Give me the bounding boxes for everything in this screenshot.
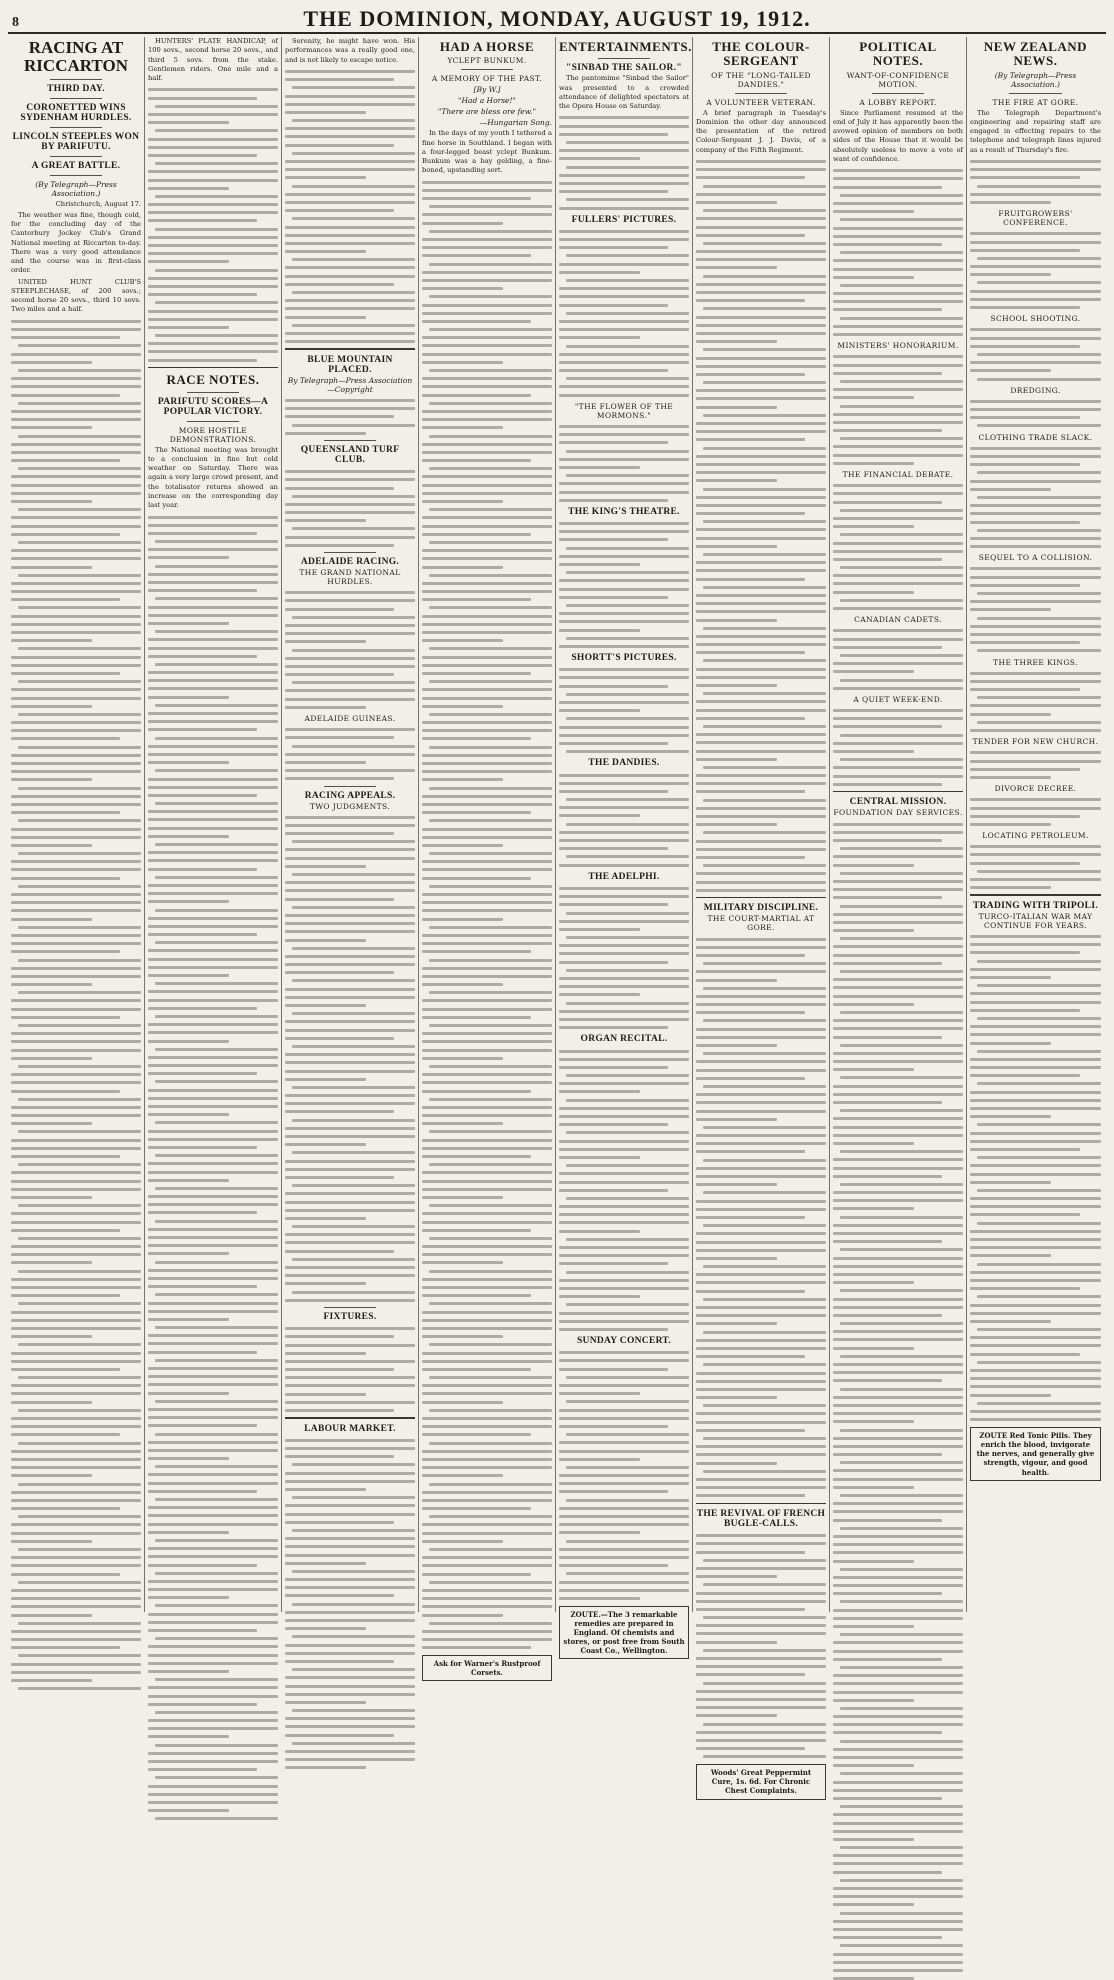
had-a-horse-headline: HAD A HORSE (439, 39, 535, 54)
school-shooting-headline: SCHOOL SHOOTING. (990, 314, 1081, 324)
masthead (8, 6, 1106, 34)
ministers-honorarium-headline: MINISTERS' HONORARIUM. (837, 341, 959, 351)
adelaide-racing-headline: ADELAIDE RACING. (300, 557, 400, 567)
grand-national-hurdles-headline: THE GRAND NATIONAL HURDLES. (299, 568, 401, 586)
race-notes-headline: RACE NOTES. (166, 372, 260, 388)
fire-at-gore-headline: THE FIRE AT GORE. (992, 97, 1079, 107)
had-a-horse-byline: [By W.] (473, 85, 501, 95)
column-4-body-text (422, 181, 552, 1650)
column-2-body-text (148, 516, 278, 1821)
racing-lead-paragraph: The weather was fine, though cold, for the concluding day of the Canterbury Jockey Club's Grand National meeting at Riccarton to-day. There was a very good attendance and the course was in first-class order. (11, 210, 141, 275)
columns (8, 37, 1106, 1796)
military-discipline-headline: MILITARY DISCIPLINE. (703, 903, 819, 914)
flower-mormons-headline: "THE FLOWER OF THE MORMONS." (574, 401, 674, 420)
fixtures-headline: FIXTURES. (323, 1311, 377, 1322)
page-number: 8 (12, 15, 19, 30)
divorce-decree-headline: DIVORCE DECREE. (994, 784, 1077, 794)
financial-debate-headline: THE FINANCIAL DEBATE. (842, 470, 954, 480)
three-kings-headline: THE THREE KINGS. (993, 657, 1078, 667)
adelphi-headline: THE ADELPHI. (588, 871, 660, 882)
kings-theatre-headline: THE KING'S THEATRE. (568, 506, 680, 517)
colour-sergeant-paragraph: A brief paragraph in Tuesday's Dominion the other day announced the presentation of the retired Colour-Sergeant J. J. Davis, of a company of the Fifth Regiment. (696, 108, 826, 154)
dredging-headline: DREDGING. (1010, 385, 1061, 395)
column-5 (556, 37, 693, 1656)
lobby-report-headline: A LOBBY REPORT. (859, 97, 937, 107)
labour-market-headline: LABOUR MARKET. (304, 1423, 396, 1434)
column-1 (8, 37, 145, 1612)
sinbad-paragraph: The pantomime "Sinbad the Sailor" was presented to a crowded attendance of delighted spectators at the Opera House on Saturday. (559, 74, 689, 111)
column-6 (693, 37, 830, 1796)
colour-sergeant-sub2: A VOLUNTEER VETERAN. (706, 97, 816, 107)
shortts-pictures-headline: SHORTT'S PICTURES. (571, 653, 677, 664)
column-3 (282, 37, 419, 1612)
racing-headline: RACING AT RICCARTON (24, 38, 128, 75)
new-zealand-news-byline: (By Telegraph—Press Association.) (994, 70, 1077, 89)
french-bugle-calls-headline: THE REVIVAL OF FRENCH BUGLE-CALLS. (696, 1509, 826, 1530)
zoute-tonic-pills-ad-text: ZOUTE Red Tonic Pills. They enrich the blood, invigorate the nerves, and generally give strength, vigour, and good health. (976, 1431, 1095, 1477)
column-8 (967, 37, 1104, 1612)
had-a-horse-sub: YCLEPT BUNKUM. (447, 56, 527, 66)
clothing-trade-headline: CLOTHING TRADE SLACK. (978, 432, 1093, 442)
sinbad-headline: "SINBAD THE SAILOR." (566, 63, 682, 74)
central-mission-headline: CENTRAL MISSION. (849, 797, 947, 808)
racing-sub-lincoln: LINCOLN STEEPLES WON BY PARIFUTU. (12, 131, 140, 152)
zoute-remedies-ad-text: ZOUTE.—The 3 remarkable remedies are prepared in England. Of chemists and stores, or post free from South Coast Co., Wellington. (563, 1609, 685, 1656)
racing-appeals-sub: TWO JUDGMENTS. (309, 801, 391, 811)
hunters-plate-race: HUNTERS' PLATE HANDICAP, of 100 sovs., second horse 20 sovs., and third 5 sovs. from the stake. Gentlemen riders. One mile and a half. (148, 37, 278, 82)
column-7 (830, 37, 967, 1612)
warners-ad-text: Ask for Warner's Rustproof Corsets. (433, 1659, 541, 1678)
adelaide-guineas-headline: ADELAIDE GUINEAS. (304, 714, 396, 723)
colour-sergeant-sub: OF THE "LONG-TAILED DANDIES." (711, 70, 811, 89)
race-notes-paragraph: The National meeting was brought to a conclusion in fine but cold weather on Saturday. There was again a very large crowd present, and the totalisator returns showed an increase on the corresponding day last year. (148, 445, 278, 510)
had-a-horse-sub2: A MEMORY OF THE PAST. (431, 74, 543, 84)
masthead-title: THE DOMINION, MONDAY, AUGUST 19, 1912. (303, 6, 811, 31)
political-notes-paragraph: Since Parliament resumed at the end of July it has apparently been the avowed opinion of members on both sides of the House that it would be absolutely useless to move a vote of want of confidence. (833, 108, 963, 163)
racing-sub-coronetted: CORONETTED WINS SYDENHAM HURDLES. (20, 102, 132, 123)
column-1-body-text (11, 320, 141, 1690)
warners-corsets-ad (422, 1655, 552, 1681)
court-martial-sub: THE COURT-MARTIAL AT GORE. (707, 914, 815, 933)
political-notes-headline: POLITICAL NOTES. (859, 39, 937, 69)
column-2-results-text (148, 88, 278, 361)
woods-peppermint-ad (696, 1764, 826, 1799)
column-3-opening-paragraph: Serenity, he might have won. His performances was a really good one, and is not likely to escape notice. (285, 37, 415, 64)
zoute-remedies-ad (559, 1606, 689, 1659)
column-6-body-text (696, 160, 826, 892)
racing-appeals-headline: RACING APPEALS. (304, 790, 396, 801)
political-notes-sub: WANT-OF-CONFIDENCE MOTION. (846, 70, 950, 89)
trading-tripoli-sub: TURCO-ITALIAN WAR MAY CONTINUE FOR YEARS. (978, 911, 1093, 930)
canadian-cadets-headline: CANADIAN CADETS. (854, 615, 942, 625)
racing-sub-great-battle: A GREAT BATTLE. (31, 160, 121, 171)
had-a-horse-quote-2: "There are bless ore few." (437, 107, 537, 117)
tender-new-church-headline: TENDER FOR NEW CHURCH. (972, 737, 1099, 747)
race-notes-sub2: MORE HOSTILE DEMONSTRATIONS. (169, 425, 257, 444)
had-a-horse-paragraph: In the days of my youth I tethered a fine horse in Southland. I began with a four-legged beast yclept Bunkum. Bunkum was a bay gelding, a fine-boned, upstanding sort. (422, 129, 552, 175)
organ-recital-headline: ORGAN RECITAL. (580, 1034, 668, 1045)
blue-mountain-byline: By Telegraph—Press Association—Copyright (287, 375, 413, 394)
fruitgrowers-conference-headline: FRUITGROWERS' CONFERENCE. (998, 209, 1073, 228)
column-2 (145, 37, 282, 1612)
trading-tripoli-headline: TRADING WITH TRIPOLI. (973, 900, 1098, 911)
column-4 (419, 37, 556, 1678)
racing-race-1: UNITED HUNT CLUB'S STEEPLECHASE, of 200 sovs.; second horse 20 sovs., third 10 sovs. Two miles and a half. (11, 277, 141, 314)
entertainments-headline: ENTERTAINMENTS. (559, 39, 692, 54)
woods-peppermint-ad-text: Woods' Great Peppermint Cure, 1s. 6d. For Chronic Chest Complaints. (710, 1768, 812, 1796)
locating-petroleum-headline: LOCATING PETROLEUM. (982, 831, 1089, 841)
fire-at-gore-paragraph: The Telegraph Department's engineering and repairing staff are engaged in effecting repairs to the telephone and telegraph lines injured as a result of Thursday's fire. (970, 108, 1101, 154)
had-a-horse-quote-1: "Had a Horse!" (458, 96, 516, 106)
blue-mountain-headline: BLUE MOUNTAIN PLACED. (307, 354, 393, 375)
sunday-concert-headline: SUNDAY CONCERT. (576, 1336, 672, 1347)
dandies-headline: THE DANDIES. (588, 758, 660, 769)
racing-dateline: Christchurch, August 17. (55, 199, 141, 208)
zoute-tonic-pills-ad (970, 1427, 1101, 1480)
had-a-horse-quote-3: —Hungarian Song. (479, 118, 552, 128)
queensland-headline: QUEENSLAND TURF CLUB. (300, 444, 400, 465)
fullers-pictures-headline: FULLERS' PICTURES. (571, 214, 677, 225)
sequel-collision-headline: SEQUEL TO A COLLISION. (978, 553, 1093, 563)
foundation-day-sub: FOUNDATION DAY SERVICES. (833, 808, 963, 818)
quiet-weekend-headline: A QUIET WEEK-END. (853, 694, 943, 704)
racing-sub-third-day: THIRD DAY. (47, 83, 105, 94)
race-notes-sub: PARIFUTU SCORES—A POPULAR VICTORY. (157, 396, 269, 417)
racing-byline: (By Telegraph—Press Association.) (35, 179, 117, 198)
new-zealand-news-headline: NEW ZEALAND NEWS. (983, 39, 1088, 69)
colour-sergeant-headline: THE COLOUR-SERGEANT (712, 39, 810, 69)
